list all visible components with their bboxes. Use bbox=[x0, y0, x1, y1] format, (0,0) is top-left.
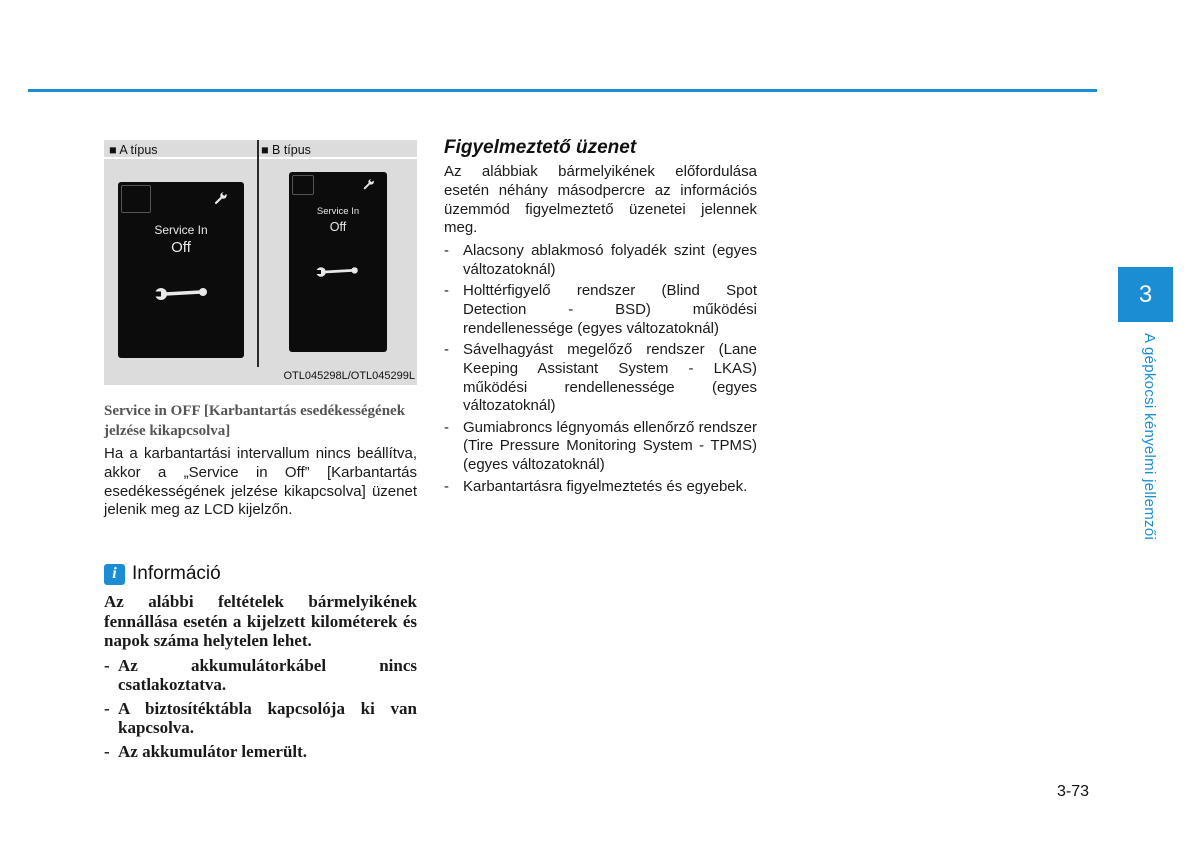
info-intro: Az alábbi feltételek bármelyikének fennállása esetén a kijelzett kilométerek és napok száma helytelen lehet. bbox=[104, 592, 417, 650]
screen-text-line2: Off bbox=[171, 239, 191, 256]
figure-code: OTL045298L/OTL045299L bbox=[283, 370, 415, 382]
chapter-title: A gépkocsi kényelmi jellemzői bbox=[1141, 333, 1158, 541]
warning-intro: Az alábbiak bármelyikének előfordulása esetén néhány másodpercre az információs üzemmód figyelmeztető üzenetei jelennek meg. bbox=[444, 163, 757, 237]
lcd-screen-a bbox=[118, 182, 244, 358]
info-heading bbox=[104, 562, 221, 586]
screen-text-line1: Service In bbox=[316, 206, 360, 217]
page-number: 3-73 bbox=[1057, 783, 1090, 800]
wrench-icon bbox=[314, 264, 360, 280]
screen-indicator-box bbox=[121, 185, 151, 213]
info-title: Információ bbox=[132, 563, 221, 584]
info-list-item: - Az akkumulátorkábel nincs csatlakoztatva. bbox=[104, 655, 417, 694]
warning-list-item: - Holttérfigyelő rendszer (Blind Spot Detection - BSD) működési rendellenessége (egyes változatoknál) bbox=[444, 282, 757, 337]
lcd-screen-b bbox=[289, 172, 387, 352]
service-off-paragraph: Ha a karbantartási intervallum nincs beállítva, akkor a „Service in Off” [Karbantartás esedékességének jelzése kikapcsolva] üzenet jelenik meg az LCD kijelzőn. bbox=[104, 445, 417, 519]
figure-divider bbox=[257, 140, 259, 367]
screen-text-line1: Service In bbox=[154, 223, 208, 237]
chapter-tab: 3 bbox=[1118, 267, 1173, 322]
wrench-icon bbox=[214, 191, 228, 205]
info-box bbox=[104, 592, 417, 765]
figure-label-a: ■ A típus bbox=[109, 143, 158, 157]
warning-list-item: - Alacsony ablakmosó folyadék szint (egyes változatoknál) bbox=[444, 242, 757, 278]
warning-list-item: - Sávelhagyást megelőző rendszer (Lane Keeping Assistant System - LKAS) működési rendellenessége (egyes változatoknál) bbox=[444, 340, 757, 415]
warning-list-item: - Karbantartásra figyelmeztetés és egyebek. bbox=[444, 477, 748, 495]
figure-label-b: ■ B típus bbox=[261, 143, 311, 157]
header-rule bbox=[28, 89, 1097, 92]
lcd-figure bbox=[104, 140, 417, 385]
figure-strip bbox=[104, 157, 417, 159]
warning-list-item: - Gumiabroncs légnyomás ellenőrző rendszer (Tire Pressure Monitoring System - TPMS) (egyes változatoknál) bbox=[444, 418, 757, 474]
screen-text-line2: Off bbox=[329, 220, 347, 234]
info-list-item: - Az akkumulátor lemerült. bbox=[104, 741, 308, 761]
wrench-icon bbox=[153, 284, 209, 304]
figure-caption: Service in OFF [Karbantartás esedékességének jelzése kikapcsolva] bbox=[104, 403, 406, 439]
info-icon: i bbox=[104, 564, 125, 585]
info-list bbox=[104, 656, 417, 762]
wrench-icon bbox=[363, 178, 375, 190]
screen-indicator-box bbox=[292, 175, 314, 195]
section-title: Figyelmeztető üzenet bbox=[444, 137, 637, 158]
warning-list bbox=[444, 242, 757, 499]
info-list-item: - A biztosítéktábla kapcsolója ki van kapcsolva. bbox=[104, 698, 417, 737]
